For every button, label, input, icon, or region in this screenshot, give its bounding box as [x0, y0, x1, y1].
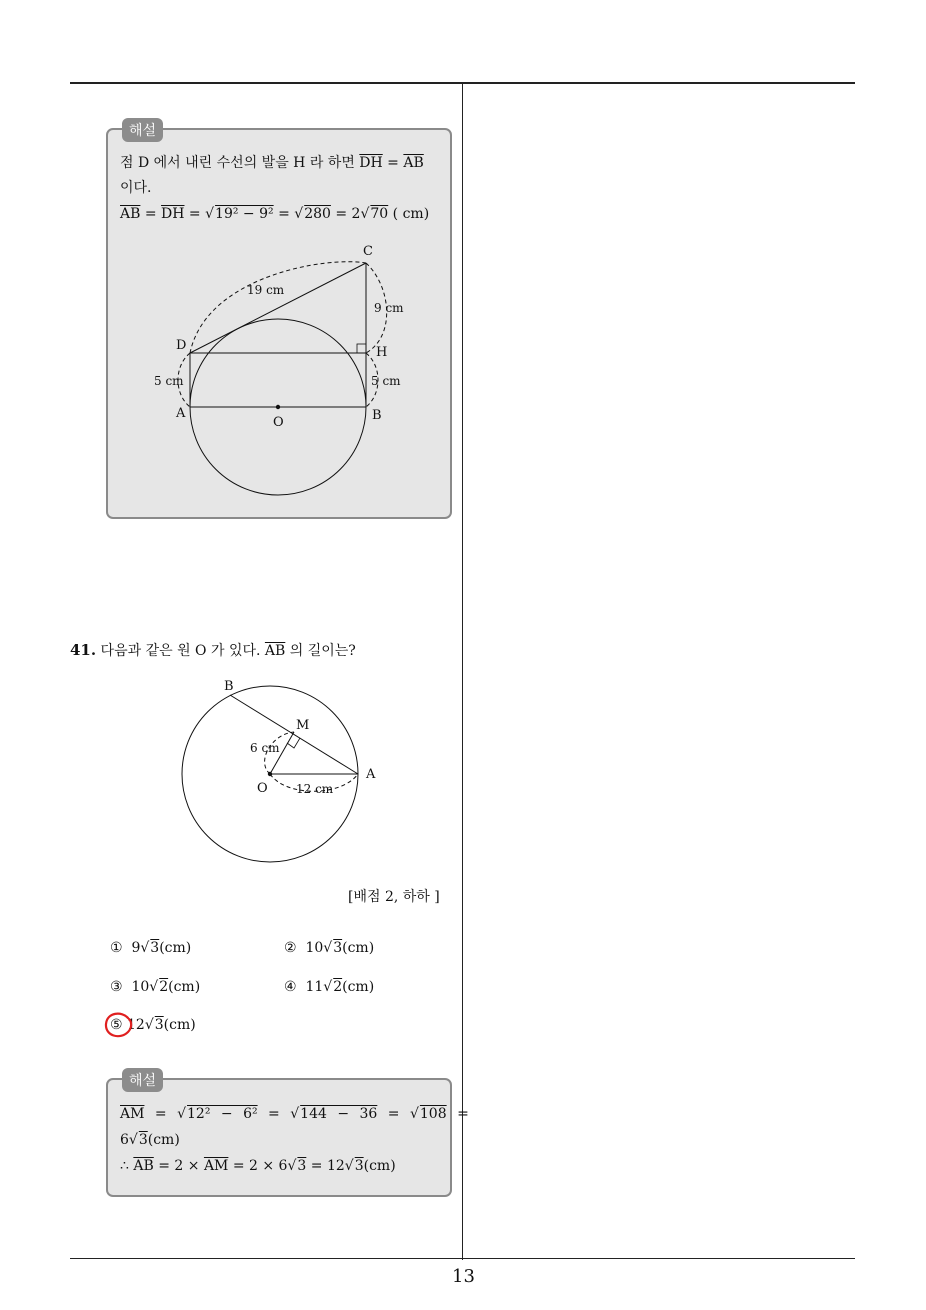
len-oa: 12 cm	[296, 782, 334, 796]
solution-line-1: $\overline{AM} = √12^2 - 6^2 = √144 - 36 = √108$ =	[120, 1106, 469, 1122]
choice-mark: ③	[110, 979, 123, 995]
choice-mark: ②	[284, 940, 297, 956]
len-da: 5 cm	[154, 374, 184, 388]
solution-tag: 해설	[122, 118, 163, 142]
choice-4[interactable]: ④ 11√2(cm)	[284, 979, 375, 995]
solution-line-2: 이다.	[120, 180, 152, 196]
len-om: 6 cm	[250, 741, 280, 755]
label-c: C	[363, 244, 373, 259]
solution-line-3: $\overline{AB} = \overline{DH} = √19^2 - 9^2 = √280 = 2√70$ ( cm)	[120, 206, 430, 222]
center-point	[276, 405, 280, 409]
question-number: 41.	[70, 641, 97, 659]
choice-1[interactable]: ① 9√3(cm)	[110, 940, 192, 956]
page-number: 13	[452, 1266, 475, 1287]
solution-line-3: ∴ $\overline{AB} = 2 \times \overline{AM} = 2 \times 6√3 = 12√3(cm)$	[120, 1158, 396, 1174]
solution-line-2: 6√3(cm)	[120, 1132, 180, 1148]
label-o: O	[273, 415, 284, 430]
label-h: H	[376, 345, 388, 360]
len-dc: 19 cm	[247, 283, 285, 297]
choice-mark: ⑤	[110, 1017, 123, 1033]
label-a: A	[176, 406, 186, 421]
figure-circle-tangent	[106, 236, 452, 516]
solution-box-41	[106, 1073, 469, 1197]
choice-mark: ④	[284, 979, 297, 995]
segment-dc	[190, 263, 366, 353]
solution-box-40	[106, 123, 452, 519]
label-a: A	[366, 767, 376, 782]
right-angle-mark	[357, 344, 366, 353]
label-b: B	[224, 679, 234, 694]
choice-5[interactable]: ⑤ 12√3(cm)	[110, 1017, 196, 1033]
choice-3[interactable]: ③ 10√2(cm)	[110, 979, 201, 995]
choice-2[interactable]: ② 10√3(cm)	[284, 940, 375, 956]
chord-ba	[230, 695, 358, 774]
figure-circle-chord	[176, 672, 406, 872]
right-angle-mark	[287, 738, 300, 748]
len-hb: 5 cm	[371, 374, 401, 388]
answer-circle-mark	[102, 1010, 136, 1042]
label-o: O	[257, 781, 268, 796]
score-label: [배점 2, 하하 ]	[348, 889, 440, 905]
solution-line-1: 점 D 에서 내린 수선의 발을 H 라 하면 $\overline{DH} = \overline{AB}$	[120, 155, 424, 171]
solution-tag: 해설	[122, 1068, 163, 1092]
question-41: 41. 다음과 같은 원 O 가 있다. $\overline{AB}$ 의 길이는?	[70, 641, 356, 659]
column-divider	[462, 82, 463, 1260]
len-ch: 9 cm	[374, 301, 404, 315]
label-m: M	[296, 718, 310, 733]
bottom-rule	[70, 1258, 855, 1259]
label-b: B	[372, 408, 382, 423]
choice-mark: ①	[110, 940, 123, 956]
label-d: D	[176, 338, 187, 353]
